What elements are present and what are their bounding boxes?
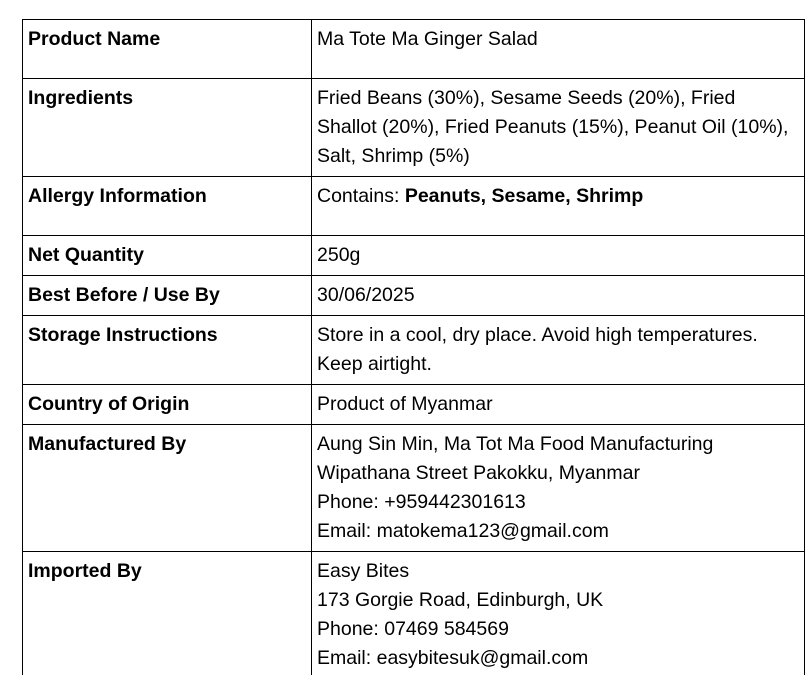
row-manufacturer [23,425,805,552]
manufacturer-email: Email: matokema123@gmail.com [317,520,609,542]
importer-label: Imported By [23,552,312,675]
importer-email: Email: easybitesuk@gmail.com [317,647,589,669]
row-product-name [23,20,805,79]
importer-value [312,552,805,675]
ingredients-value: Fried Beans (30%), Sesame Seeds (20%), Fried Shallot (20%), Fried Peanuts (15%), Peanut Oil (10%), Salt, Shrimp (5%) [312,79,805,177]
manufacturer-phone: Phone: +959442301613 [317,491,526,513]
origin-label: Country of Origin [23,385,312,425]
storage-label: Storage Instructions [23,316,312,385]
product-name-value: Ma Tote Ma Ginger Salad [312,20,805,79]
allergy-prefix: Contains: [317,185,405,207]
row-storage [23,316,805,385]
net-quantity-label: Net Quantity [23,236,312,276]
importer-phone: Phone: 07469 584569 [317,618,509,640]
importer-name: Easy Bites [317,560,410,582]
manufacturer-name: Aung Sin Min, Ma Tot Ma Food Manufacturing [317,433,714,455]
row-net-quantity [23,236,805,276]
best-before-value: 30/06/2025 [312,276,805,316]
origin-value: Product of Myanmar [312,385,805,425]
product-label-table [22,19,805,675]
product-name-label: Product Name [23,20,312,79]
net-quantity-value: 250g [312,236,805,276]
storage-value: Store in a cool, dry place. Avoid high temperatures. Keep airtight. [312,316,805,385]
ingredients-label: Ingredients [23,79,312,177]
importer-address: 173 Gorgie Road, Edinburgh, UK [317,589,604,611]
manufacturer-address: Wipathana Street Pakokku, Myanmar [317,462,640,484]
row-origin [23,385,805,425]
row-best-before [23,276,805,316]
row-importer [23,552,805,675]
best-before-label: Best Before / Use By [23,276,312,316]
allergy-value [312,177,805,236]
row-allergy [23,177,805,236]
row-ingredients [23,79,805,177]
manufacturer-label: Manufactured By [23,425,312,552]
allergy-label: Allergy Information [23,177,312,236]
allergy-allergens: Peanuts, Sesame, Shrimp [404,185,644,207]
manufacturer-value [312,425,805,552]
